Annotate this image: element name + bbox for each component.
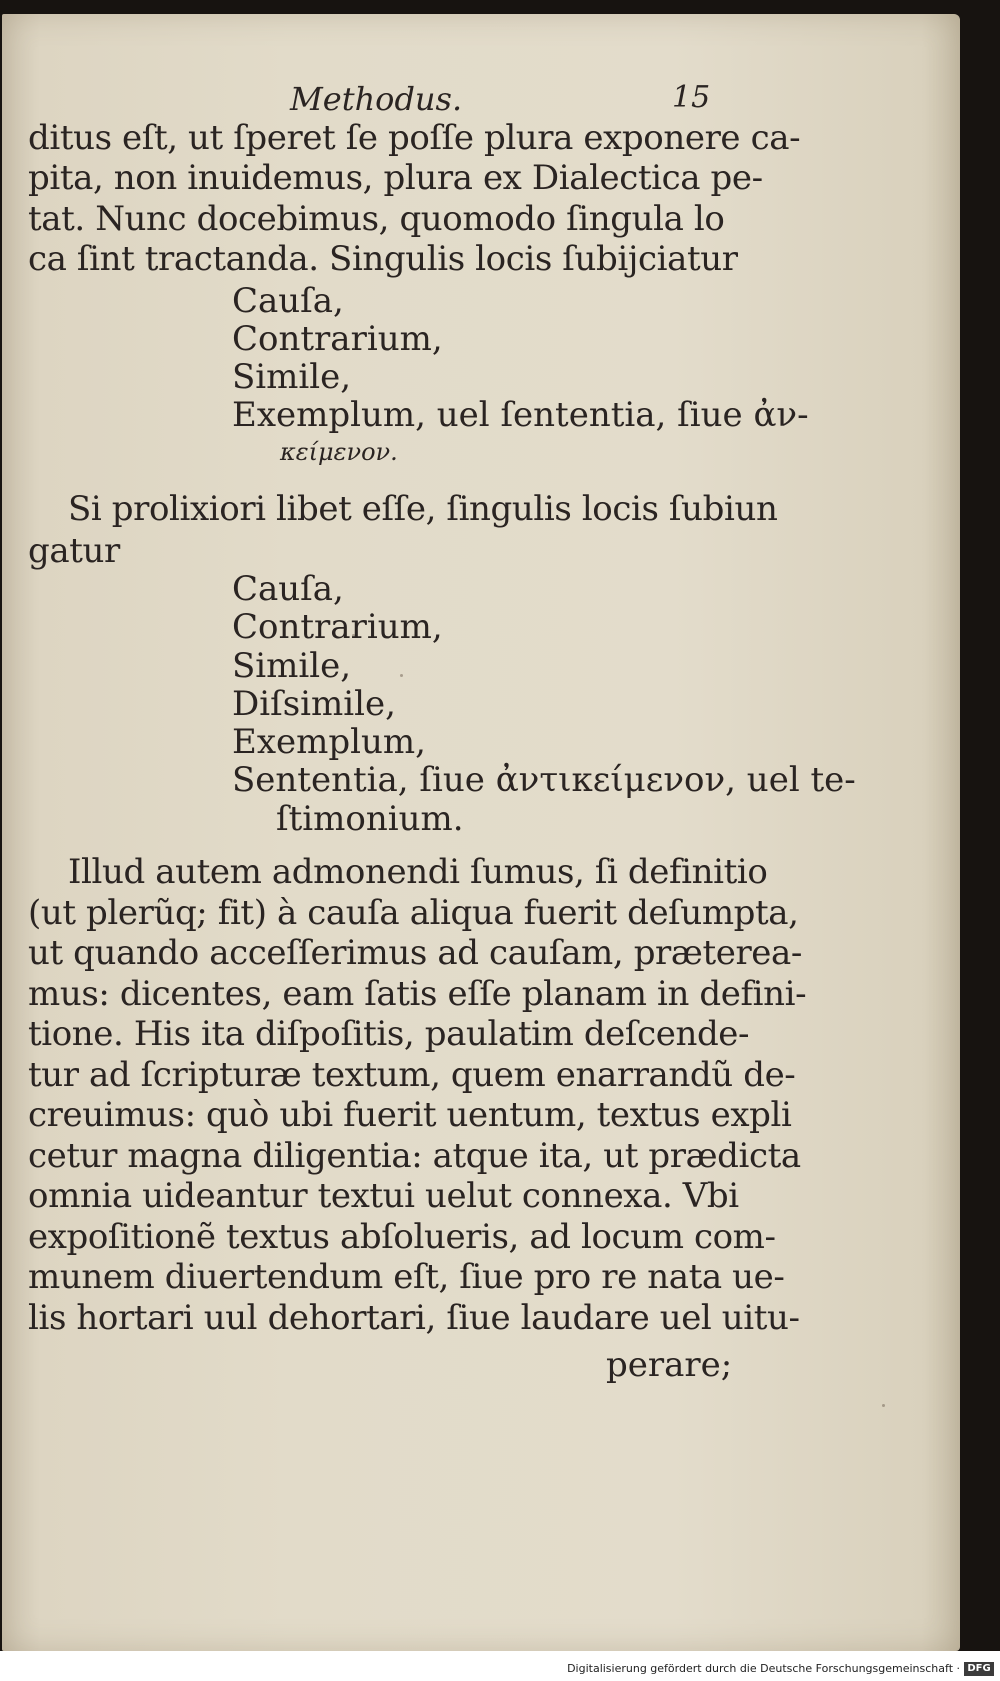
text-line: tione. His ita diſpoſitis, paulatim deſcende-	[28, 1014, 750, 1054]
text-line: lis hortari uul dehortari, ſiue laudare uel uitu-	[28, 1297, 800, 1338]
text-line: gatur	[28, 531, 120, 571]
text-line: (ut plerũq; fit) à cauſa aliqua fuerit deſumpta,	[28, 892, 799, 933]
funding-credit: Digitalisierung gefördert durch die Deutsche Forschungsgemeinschaft ·	[567, 1662, 960, 1675]
digitization-footer	[0, 1651, 1000, 1681]
list-item-continuation: ſtimonium.	[276, 798, 464, 839]
text-line: tat. Nunc docebimus, quomodo ſingula lo	[28, 198, 725, 239]
text-line: cetur magna diligentia: atque ita, ut prædicta	[28, 1135, 801, 1176]
text-line: expoſitionẽ textus abſolueris, ad locum com-	[28, 1216, 776, 1257]
text-line: creuimus: quò ubi fuerit uentum, textus expli	[28, 1095, 792, 1135]
text-line: tur ad ſcripturæ textum, quem enarrandũ de-	[28, 1054, 796, 1095]
list-item: Cauſa,	[232, 569, 344, 609]
dfg-logo: DFG	[964, 1662, 994, 1676]
text-line: ca ſint tractanda. Singulis locis ſubijciatur	[28, 239, 738, 280]
text-line: omnia uideantur textui uelut connexa. Vbi	[28, 1176, 739, 1216]
list-item: Simile,	[232, 645, 352, 686]
text-line: munem diuertendum eſt, ſiue pro re nata ue-	[28, 1257, 785, 1297]
list-item: Contrarium,	[232, 607, 443, 648]
text-line: Si prolixiori libet eſſe, ſingulis locis ſubiun	[68, 489, 778, 529]
running-header-title: Methodus.	[290, 80, 463, 118]
paragraph-3	[28, 852, 807, 1338]
text-line: pita, non inuidemus, plura ex Dialectica pe-	[28, 158, 763, 199]
paper-speck	[882, 1404, 885, 1407]
list-item: Contrarium,	[232, 319, 443, 359]
topic-list-short	[232, 282, 809, 470]
paragraph-2	[28, 488, 777, 572]
text-line: Illud autem admonendi ſumus, ſi definitio	[68, 852, 768, 892]
list-item: Simile,	[232, 357, 352, 397]
list-item: Diſsimile,	[232, 683, 396, 724]
topic-list-long	[232, 570, 856, 838]
list-item: Cauſa,	[232, 281, 344, 321]
list-item: Exemplum, uel ſententia, ſiue ἀν-	[232, 395, 809, 435]
list-item-continuation: κείμενον.	[280, 438, 398, 466]
page-number: 15	[672, 80, 711, 115]
list-item: Exemplum,	[232, 722, 426, 763]
text-line: ditus eſt, ut ſperet ſe poſſe plura exponere ca-	[28, 118, 801, 158]
text-line: ut quando acceſſerimus ad cauſam, prætereа-	[28, 933, 802, 973]
text-line: mus: dicentes, eam ſatis eſſe planam in defini-	[28, 973, 807, 1014]
list-item: Sententia, ſiue ἀντικείμενον, uel te-	[232, 760, 856, 801]
catchword: perare;	[606, 1345, 733, 1385]
paragraph-1	[28, 118, 801, 280]
